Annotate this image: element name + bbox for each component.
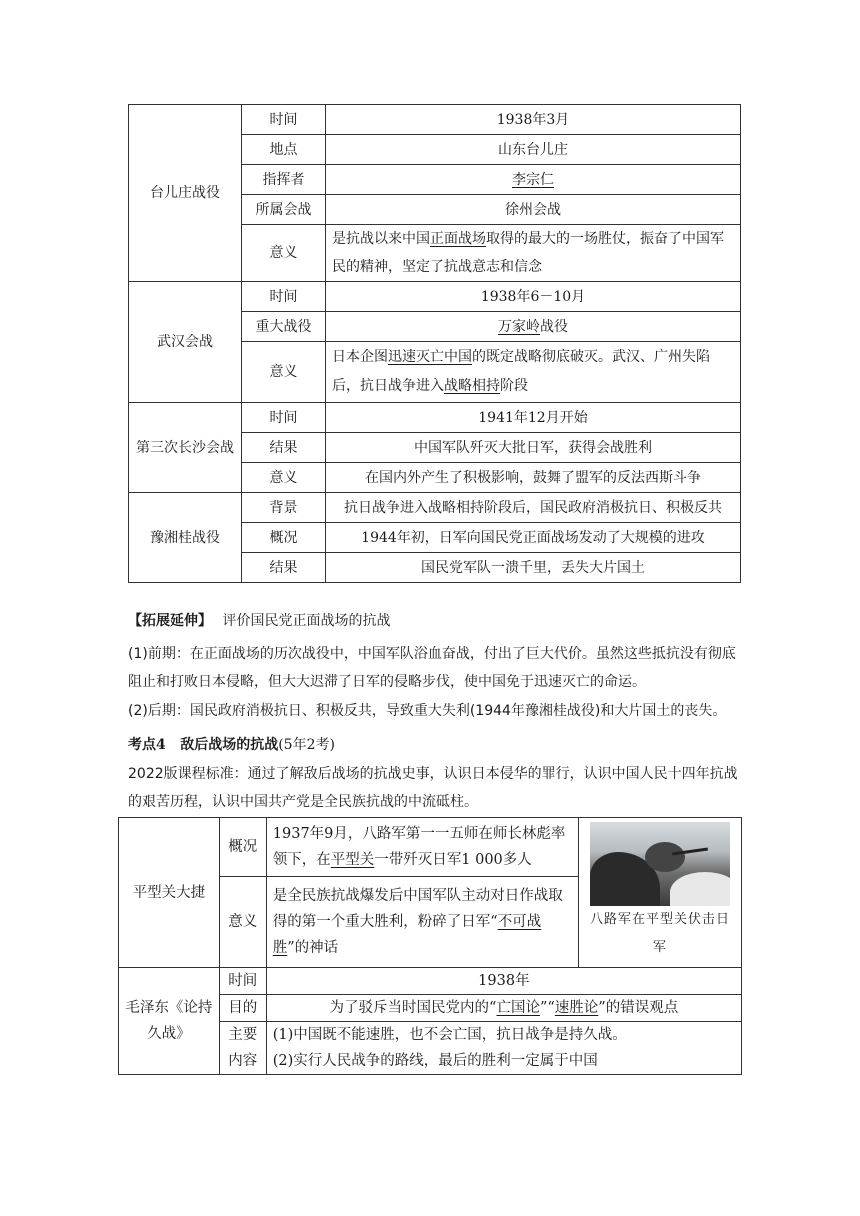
battle-name-taierzhuang: 台儿庄战役: [129, 105, 242, 282]
extension-title: 评价国民党正面战场的抗战: [222, 613, 391, 629]
text-segment: 阶段: [500, 378, 528, 394]
kaodian-title: 敌后战场的抗战: [180, 737, 279, 753]
row-value: [326, 312, 741, 342]
standard-text: 2022版课程标准：通过了解敌后战场的抗战史事，认识日本侵华的罪行，认识中国人民十四年抗战的艰苦历程，认识中国共产党是全民族抗战的中流砥柱。: [128, 766, 738, 810]
photo-caption: 八路军在平型关伏击日军: [590, 912, 731, 955]
row-label: 意义: [242, 463, 326, 493]
kaodian-label: 考点4: [128, 737, 166, 753]
row-value: 1944年初，日军向国民党正面战场发动了大规模的进攻: [326, 523, 741, 553]
underlined-term: 迅速灭亡中国: [388, 349, 472, 365]
row-value: [326, 342, 741, 403]
row-label: 主要内容: [219, 1022, 266, 1075]
commander-name: 李宗仁: [512, 171, 554, 188]
underlined-term: 万家岭: [498, 318, 540, 335]
text-segment: 取得的最大的一场胜仗，振奋了中国军民的精神，坚定了抗战意志和信念: [332, 231, 724, 275]
extension-heading: [128, 610, 743, 630]
kaodian-heading: [128, 734, 743, 754]
paragraph-text: (2)后期：国民政府消极抗日、积极反共，导致重大失利(1944年豫湘桂战役)和大片国土的丧失。: [128, 703, 727, 719]
row-label: 地点: [242, 135, 326, 165]
row-label: 目的: [219, 995, 266, 1022]
row-value: [266, 1022, 741, 1075]
row-label: 所属会战: [242, 195, 326, 225]
row-value: 中国军队歼灭大批日军，获得会战胜利: [326, 433, 741, 463]
text-segment: 一带歼灭日军1 000多人: [374, 852, 532, 868]
frontline-battles-table: [128, 104, 741, 583]
row-label: 指挥者: [242, 165, 326, 195]
row-value: 1941年12月开始: [326, 403, 741, 433]
underlined-term: 速胜论: [554, 1000, 599, 1016]
row-value: 1938年3月: [326, 105, 741, 135]
row-label: 重大战役: [242, 312, 326, 342]
paragraph-text: (1)前期：在正面战场的历次战役中，中国军队浴血奋战，付出了巨大代价。虽然这些抵抗没有彻底阻止和打败日本侵略，但大大迟滞了日军的侵略步伐，使中国免于迅速灭亡的命运。: [128, 646, 736, 690]
row-value: 1938年: [266, 968, 741, 995]
row-label: 时间: [219, 968, 266, 995]
row-value: 在国内外产生了积极影响，鼓舞了盟军的反法西斯斗争: [326, 463, 741, 493]
row-value: 1938年6－10月: [326, 282, 741, 312]
text-segment: 的既定战略彻底破灭。武汉、广州失陷后，抗日战争进入: [332, 349, 710, 394]
row-value: 抗日战争进入战略相持阶段后，国民政府消极抗日、积极反共: [326, 493, 741, 523]
underlined-term: 平型关: [330, 852, 375, 868]
row-label: 概况: [242, 523, 326, 553]
underlined-term: 正面战场: [430, 231, 486, 247]
row-label: 背景: [242, 493, 326, 523]
text-segment: ”的错误观点: [598, 1000, 679, 1016]
text-segment: 战役: [540, 318, 568, 335]
content-line-1: (1)中国既不能速胜，也不会亡国，抗日战争是持久战。: [272, 1027, 627, 1043]
row-label: 时间: [242, 282, 326, 312]
row-value: [266, 818, 578, 877]
text-segment: 为了驳斥当时国民党内的“: [329, 1000, 497, 1016]
curriculum-standard: [128, 760, 743, 816]
text-segment: 1937年9月，八路军第一一五师在师长林彪率领下，在: [272, 826, 566, 868]
extension-tag: 【拓展延伸】: [128, 613, 212, 629]
row-value: [326, 225, 741, 282]
underlined-term: 战略相持: [444, 378, 500, 394]
text-segment: 是全民族抗战爆发后中国军队主动对日作战取得的第一个重大胜利，粉碎了日军“: [272, 888, 563, 930]
enemy-rear-table: [118, 817, 742, 1075]
underlined-term: 不可战胜: [272, 914, 542, 956]
row-value: [326, 165, 741, 195]
row-value: [266, 995, 741, 1022]
row-label: 概况: [219, 818, 266, 877]
ambush-photo: [590, 822, 730, 906]
text-segment: 日本企图: [332, 349, 388, 365]
battle-name-wuhan: 武汉会战: [129, 282, 242, 403]
row-label: 结果: [242, 553, 326, 583]
row-value: [266, 877, 578, 968]
row-value: 徐州会战: [326, 195, 741, 225]
underlined-term: 亡国论: [496, 1000, 540, 1016]
extension-paragraph-2: [128, 697, 743, 725]
row-label: 时间: [242, 403, 326, 433]
row-label: 意义: [242, 342, 326, 403]
row-label: 意义: [242, 225, 326, 282]
row-label: 结果: [242, 433, 326, 463]
row-value: 国民党军队一溃千里，丢失大片国土: [326, 553, 741, 583]
pingxingguan-name: 平型关大捷: [119, 818, 220, 968]
row-label: 意义: [219, 877, 266, 968]
content-line-2: (2)实行人民战争的路线，最后的胜利一定属于中国: [272, 1053, 598, 1069]
extension-paragraph-1: [128, 640, 743, 696]
battle-name-changsha: 第三次长沙会战: [129, 403, 242, 493]
text-segment: ”“: [539, 1000, 555, 1016]
photo-cell: [579, 818, 742, 968]
battle-name-yuxianggui: 豫湘桂战役: [129, 493, 242, 583]
lunchijiuzhan-name: 毛泽东《论持久战》: [119, 968, 220, 1075]
text-segment: 是抗战以来中国: [332, 231, 430, 247]
row-value: 山东台儿庄: [326, 135, 741, 165]
kaodian-note: (5年2考): [278, 737, 335, 753]
text-segment: ”的神话: [287, 940, 339, 956]
row-label: 时间: [242, 105, 326, 135]
